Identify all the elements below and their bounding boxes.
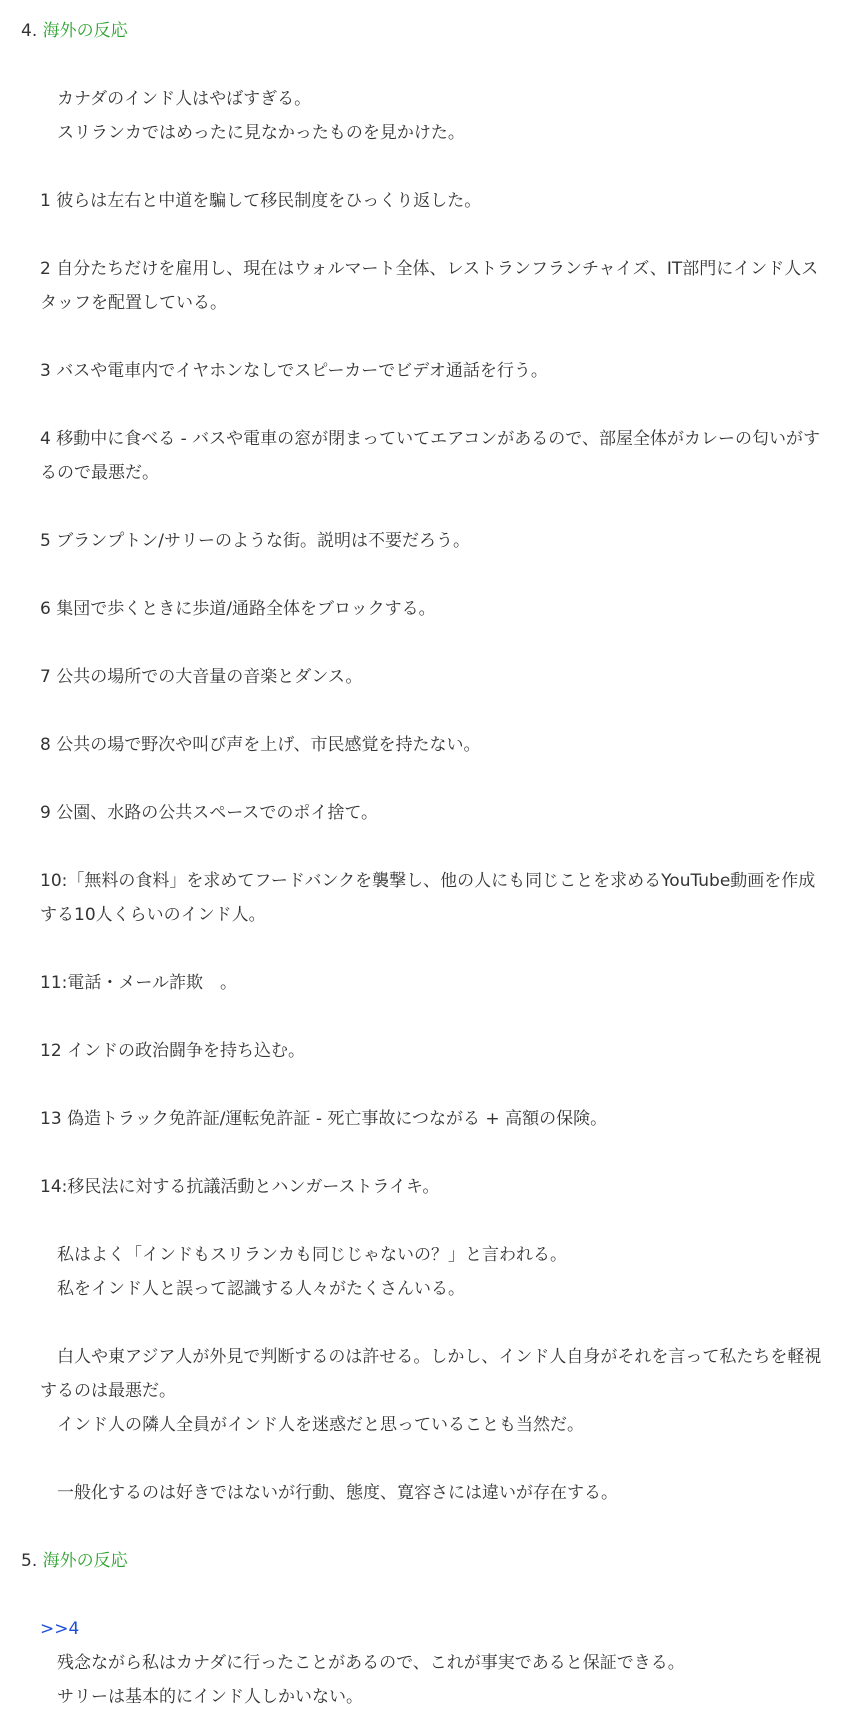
comment-text-line: スリランカではめったに見なかったものを見かけた。 bbox=[40, 123, 465, 143]
comment-text-line: 13 偽造トラック免許証/運転免許証 - 死亡事故につながる + 高額の保険。 bbox=[40, 1109, 608, 1129]
blank-line bbox=[40, 1000, 830, 1034]
comment-text-line: 私をインド人と誤って認識する人々がたくさんいる。 bbox=[40, 1279, 465, 1299]
comment-text-line: 2 自分たちだけを雇用し、現在はウォルマート全体、レストランフランチャイズ、IT部門にインド人スタッフを配置している。 bbox=[40, 259, 819, 313]
blank-line bbox=[40, 1068, 830, 1102]
comment-text-line: 一般化するのは好きではないが行動、態度、寛容さには違いが存在する。 bbox=[40, 1483, 618, 1503]
comment-body bbox=[21, 82, 830, 1510]
comment-text-line: サリーは基本的にインド人しかいない。 bbox=[40, 1687, 363, 1707]
comment-number: 4. bbox=[21, 21, 38, 41]
blank-line bbox=[40, 388, 830, 422]
comment-text-line: 3 バスや電車内でイヤホンなしでスピーカーでビデオ通話を行う。 bbox=[40, 361, 548, 381]
comment-text-line: 8 公共の場で野次や叫び声を上げ、市民感覚を持たない。 bbox=[40, 735, 481, 755]
reply-anchor-link[interactable]: >>4 bbox=[40, 1619, 80, 1639]
blank-line bbox=[40, 932, 830, 966]
comment-text-line: 6 集団で歩くときに歩道/通路全体をブロックする。 bbox=[40, 599, 436, 619]
blank-line bbox=[40, 1136, 830, 1170]
blank-line bbox=[40, 830, 830, 864]
comment-text-line: カナダのインド人はやばすぎる。 bbox=[40, 89, 312, 109]
blank-line bbox=[40, 1306, 830, 1340]
comment-text-line: 白人や東アジア人が外見で判断するのは許せる。しかし、インド人自身がそれを言って私たちを軽視するのは最悪だ。 bbox=[40, 1347, 822, 1401]
blank-line bbox=[40, 762, 830, 796]
comment-body bbox=[21, 1612, 830, 1714]
blank-line bbox=[40, 1204, 830, 1238]
commenter-name: 海外の反応 bbox=[42, 1551, 128, 1571]
blank-line bbox=[40, 626, 830, 660]
comment-post-5 bbox=[21, 1544, 830, 1714]
comment-header bbox=[21, 14, 830, 48]
blank-line bbox=[40, 320, 830, 354]
comment-text-line: 残念ながら私はカナダに行ったことがあるので、これが事実であると保証できる。 bbox=[40, 1653, 685, 1673]
comment-text-line: 7 公共の場所での大音量の音楽とダンス。 bbox=[40, 667, 363, 687]
comment-text-line: 1 彼らは左右と中道を騙して移民制度をひっくり返した。 bbox=[40, 191, 482, 211]
comment-number: 5. bbox=[21, 1551, 38, 1571]
blank-line bbox=[40, 490, 830, 524]
blank-line bbox=[40, 694, 830, 728]
comment-post-4 bbox=[21, 14, 830, 1510]
comment-text-line: 14:移民法に対する抗議活動とハンガーストライキ。 bbox=[40, 1177, 440, 1197]
blank-line bbox=[40, 218, 830, 252]
comment-text-line: 11:電話・メール詐欺 。 bbox=[40, 973, 238, 993]
blank-line bbox=[40, 150, 830, 184]
blank-line bbox=[40, 1442, 830, 1476]
commenter-name: 海外の反応 bbox=[42, 21, 128, 41]
comment-text-line: 9 公園、水路の公共スペースでのポイ捨て。 bbox=[40, 803, 379, 823]
comment-text-line: 12 インドの政治闘争を持ち込む。 bbox=[40, 1041, 306, 1061]
comment-text-line: 4 移動中に食べる - バスや電車の窓が閉まっていてエアコンがあるので、部屋全体がカレーの匂いがするので最悪だ。 bbox=[40, 429, 820, 483]
comment-header bbox=[21, 1544, 830, 1578]
blank-line bbox=[40, 558, 830, 592]
comment-text-line: 5 ブランプトン/サリーのような街。説明は不要だろう。 bbox=[40, 531, 470, 551]
comment-text-line: 私はよく「インドもスリランカも同じじゃないの？」と言われる。 bbox=[40, 1245, 567, 1265]
comment-text-line: 10:「無料の食料」を求めてフードバンクを襲撃し、他の人にも同じことを求めるYouTube動画を作成する10人くらいのインド人。 bbox=[40, 871, 816, 925]
comment-text-line: インド人の隣人全員がインド人を迷惑だと思っていることも当然だ。 bbox=[40, 1415, 584, 1435]
